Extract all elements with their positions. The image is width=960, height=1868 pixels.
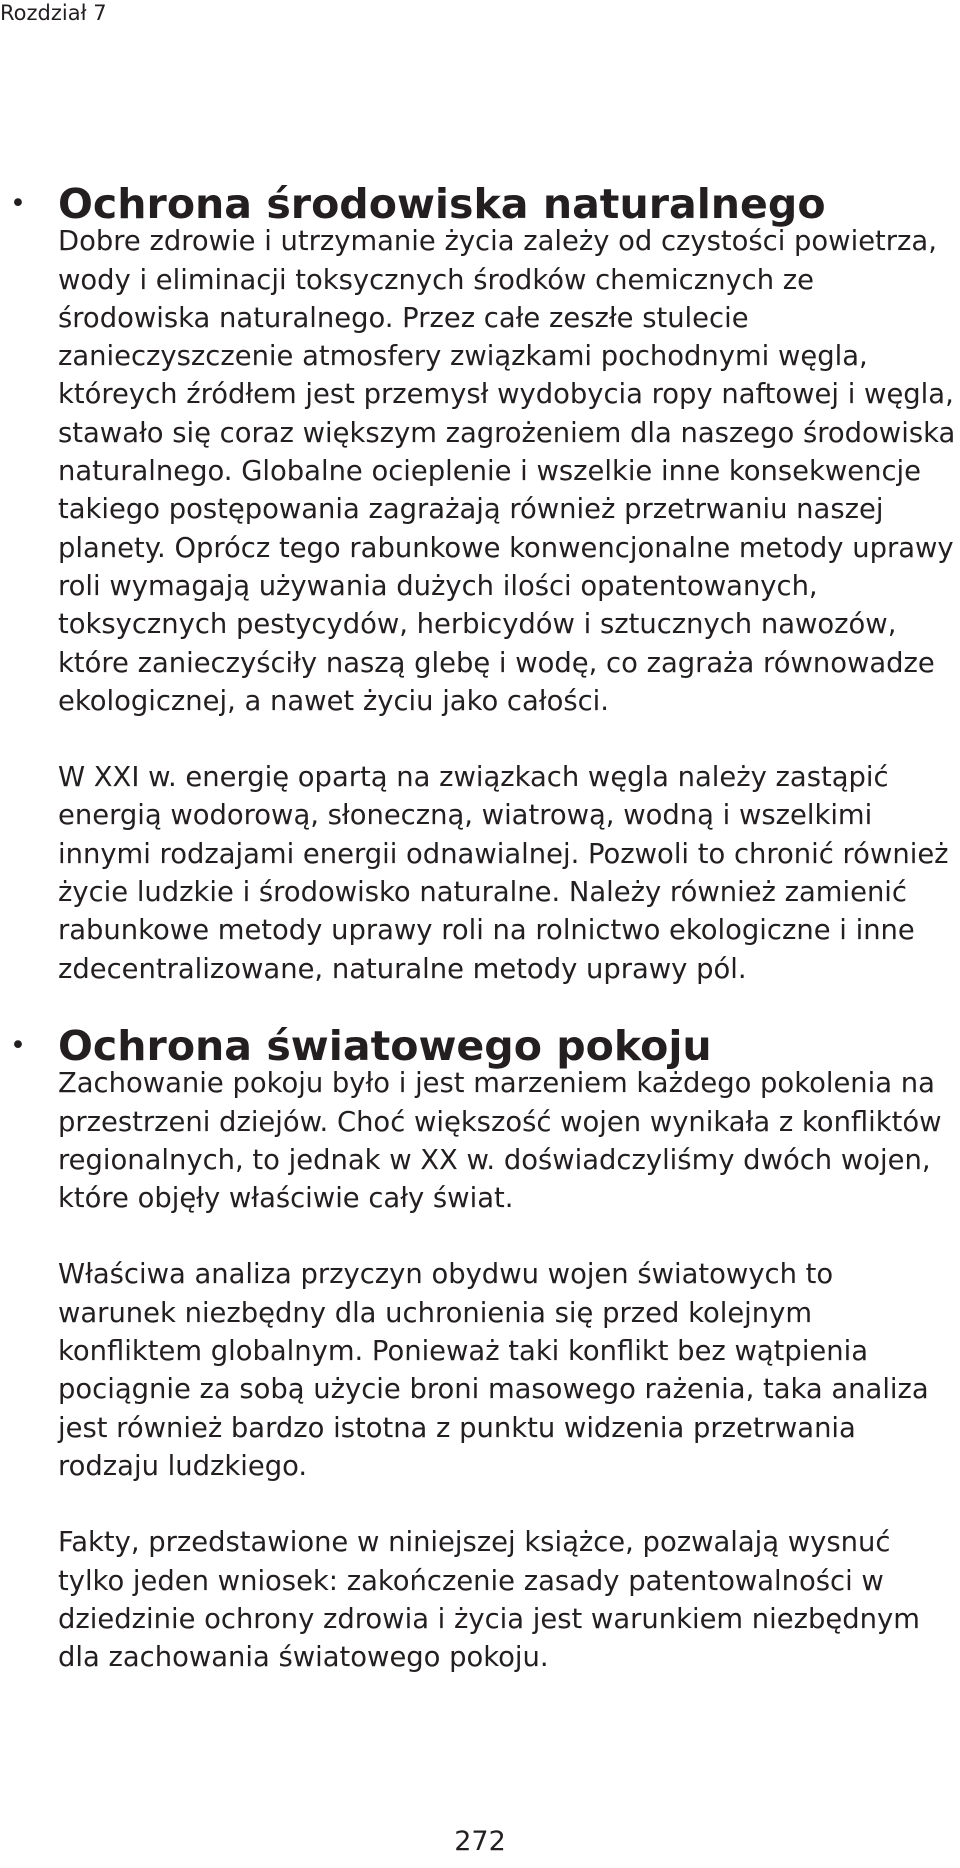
page-body — [10, 180, 958, 1677]
running-header: Rozdział 7 — [0, 1, 107, 25]
paragraph: Dobre zdrowie i utrzymanie życia zależy od czystości powietrza, wody i eliminacji toksycznych środków chemicznych ze środowiska naturalnego. Przez całe zeszłe stulecie zanieczyszczenie atmosfery związkami pochodnymi węgla, któreych źródłem jest przemysł wydobycia ropy naftowej i węgla, stawało się coraz większym zagrożeniem dla naszego środowiska naturalnego. Globalne ocieplenie i wszelkie inne konsekwencje takiego postępowania zagrażają również przetrwaniu naszej planety. Oprócz tego rabunkowe konwencjonalne metody uprawy roli wymagają używania dużych ilości opatentowanych, toksycznych pestycydów, herbicydów i sztucznych nawozów, które zanieczyściły naszą glebę i wodę, co zagraża równowadze ekologicznej, a nawet życiu jako całości. — [58, 226, 956, 717]
section-environment — [10, 180, 958, 989]
section-heading: Ochrona światowego pokoju — [58, 1021, 712, 1070]
section-heading: Ochrona środowiska naturalnego — [58, 180, 826, 228]
bullet-icon: • — [10, 188, 26, 219]
bullet-icon: • — [10, 1029, 26, 1061]
paragraph-gap — [58, 1218, 958, 1256]
section-peace — [10, 1021, 958, 1677]
paragraph: W XXI w. energię opartą na związkach węgla należy zastąpić energią wodorową, słoneczną, wiatrową, wodną i wszelkimi innymi rodzajami energii odnawialnej. Pozwoli to chronić również życie ludzkie i środowisko naturalne. Należy również zamienić rabunkowe metody uprawy roli na rolnictwo ekologiczne i inne zdecentralizowane, naturalne metody uprawy pól. — [58, 762, 949, 985]
paragraph-gap — [58, 721, 958, 759]
paragraph: Fakty, przedstawione w niniejszej książce, pozwalają wysnuć tylko jeden wniosek: zakończenie zasady patentowalności w dziedzinie ochrony zdrowia i życia jest warunkiem niezbędnym dla zachowania światowego pokoju. — [58, 1527, 920, 1674]
paragraph: Zachowanie pokoju było i jest marzeniem każdego pokolenia na przestrzeni dziejów. Choć większość wojen wynikała z konfliktów regionalnych, to jednak w XX w. doświadczyliśmy dwóch wojen, które objęły właściwie cały świat. — [58, 1068, 942, 1215]
paragraph: Właściwa analiza przyczyn obydwu wojen światowych to warunek niezbędny dla uchronienia się przed kolejnym konfliktem globalnym. Ponieważ taki konflikt bez wątpienia pociągnie za sobą użycie broni masowego rażenia, taka analiza jest również bardzo istotna z punktu widzenia przetrwania rodzaju ludzkiego. — [58, 1259, 929, 1482]
page-number: 272 — [454, 1826, 506, 1857]
paragraph-gap — [58, 1486, 958, 1524]
